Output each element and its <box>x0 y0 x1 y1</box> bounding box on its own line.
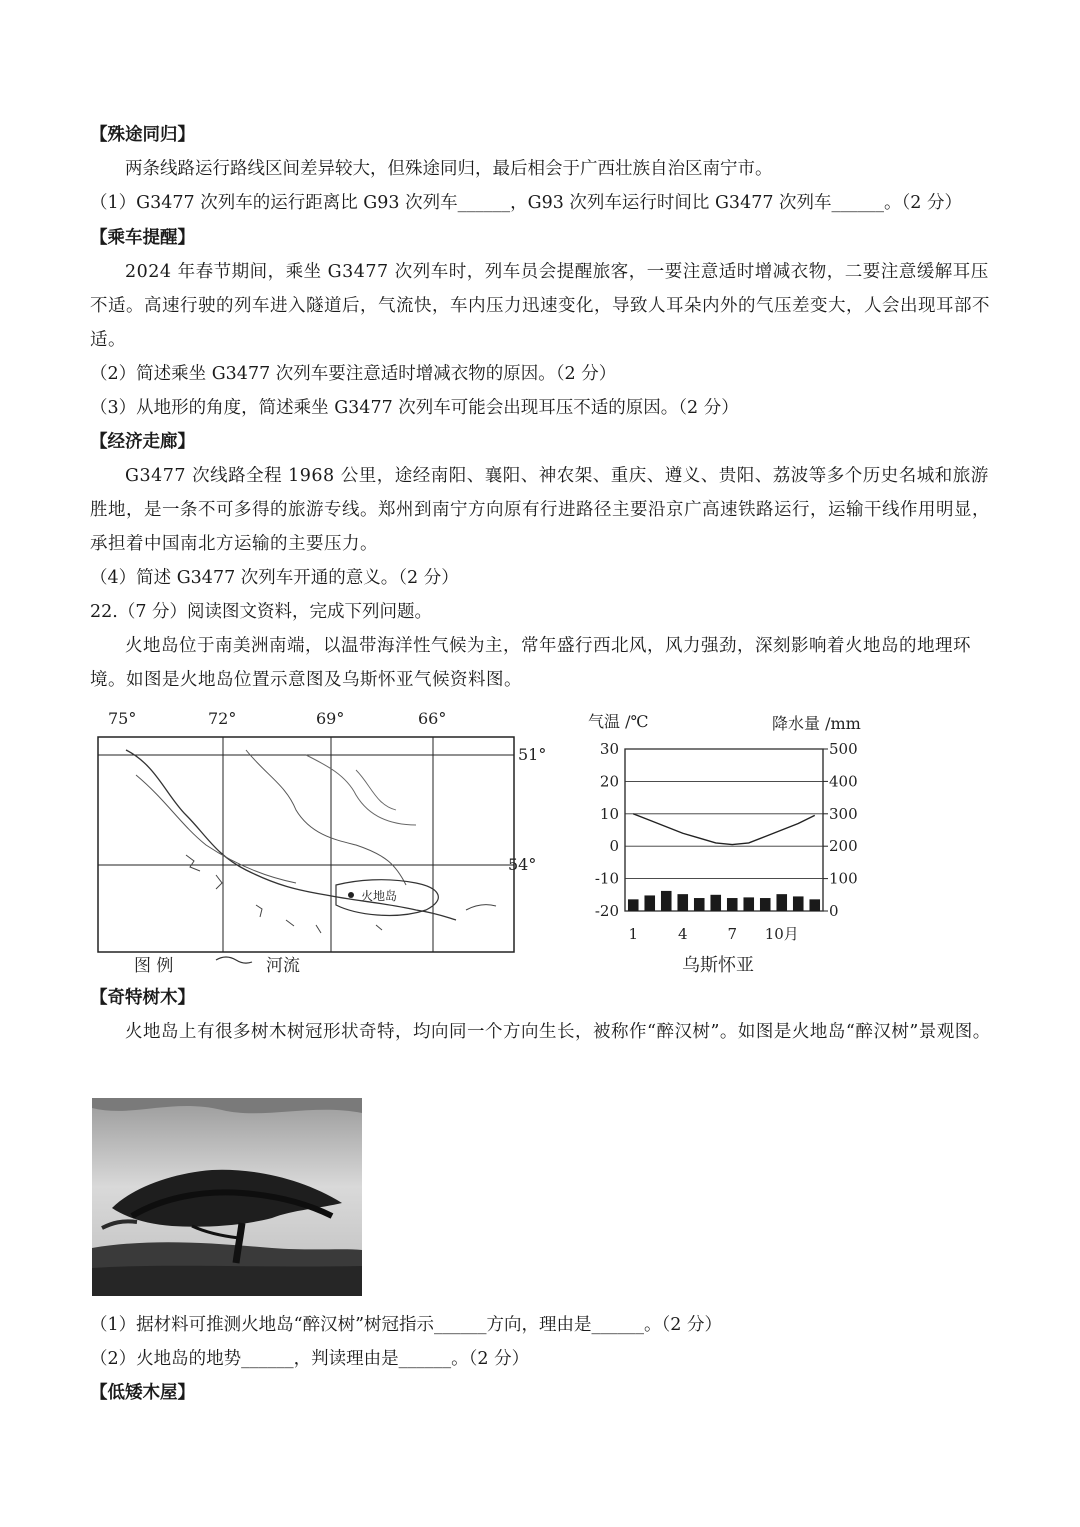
precip-bar <box>694 898 705 911</box>
heading-trees: 【奇特树木】 <box>90 988 195 1008</box>
heading-cabin: 【低矮木屋】 <box>90 1383 195 1403</box>
precip-bar <box>760 898 771 911</box>
heading-zhutu: 【殊途同归】 <box>90 125 195 145</box>
precip-bar <box>727 898 738 911</box>
temperature-line <box>633 814 815 845</box>
precip-bar <box>776 894 787 911</box>
y-left-tick-label: -10 <box>594 869 619 888</box>
lat-label-54: 54° <box>508 855 537 874</box>
precip-bar <box>793 896 804 911</box>
question-4: （4）简述 G3477 次列车开通的意义。（2 分） <box>90 568 459 588</box>
y-left-tick-label: 20 <box>599 772 619 791</box>
lon-label-72: 72° <box>208 709 237 728</box>
precip-bar <box>677 894 688 911</box>
y-left-tick-label: 30 <box>599 740 619 758</box>
paragraph-tierra-del-fuego: 火地岛位于南美洲南端，以温带海洋性气候为主，常年盛行西北风，风力强劲，深刻影响着火地岛的地理环境。如图是火地岛位置示意图及乌斯怀亚气候资料图。 <box>90 636 971 690</box>
climate-chart <box>580 705 880 980</box>
x-tick-label: 7 <box>727 925 738 943</box>
tree-photo-svg <box>92 1098 362 1296</box>
question-22-1: （1）据材料可推测火地岛“醉汉树”树冠指示______方向，理由是______。（2 分） <box>90 1315 722 1335</box>
y-right-tick-label: 300 <box>829 804 858 823</box>
precip-bar <box>628 899 639 911</box>
question-22: 22.（7 分）阅读图文资料，完成下列问题。 <box>90 602 433 622</box>
y-right-tick-label: 0 <box>829 902 839 920</box>
drunk-tree-photo <box>92 1098 362 1296</box>
precip-bar <box>809 899 820 911</box>
y-right-tick-label: 400 <box>829 772 858 791</box>
y-right-tick-label: 200 <box>829 837 858 856</box>
question-3: （3）从地形的角度，简述乘坐 G3477 次列车可能会出现耳压不适的原因。（2 分） <box>90 398 739 418</box>
precip-bar <box>743 897 754 911</box>
paragraph-route: 两条线路运行路线区间差异较大，但殊途同归，最后相会于广西壮族自治区南宁市。 <box>125 159 773 179</box>
island-label: 火地岛 <box>361 889 398 903</box>
lon-label-75: 75° <box>108 709 137 728</box>
legend-title: 图 例 <box>134 956 174 976</box>
heading-corridor: 【经济走廊】 <box>90 432 195 452</box>
precip-bar <box>661 891 672 911</box>
chart-title: 乌斯怀亚 <box>682 955 754 976</box>
lon-label-69: 69° <box>316 709 345 728</box>
y-left-tick-label: 10 <box>599 804 619 823</box>
x-tick-label: 10月 <box>764 925 799 943</box>
question-1: （1）G3477 次列车的运行距离比 G93 次列车______，G93 次列车运行时间比 G3477 次列车______。（2 分） <box>90 193 962 213</box>
x-tick-label: 1 <box>628 925 639 943</box>
heading-reminder: 【乘车提醒】 <box>90 228 195 248</box>
question-2: （2）简述乘坐 G3477 次列车要注意适时增减衣物的原因。（2 分） <box>90 364 617 384</box>
precip-bar <box>644 895 655 911</box>
lon-label-66: 66° <box>418 709 447 728</box>
precip-bar <box>710 895 721 911</box>
legend-river-label: 河流 <box>266 956 300 976</box>
location-map <box>96 705 547 980</box>
paragraph-trees: 火地岛上有很多树木树冠形状奇特，均向同一个方向生长，被称作“醉汉树”。如图是火地岛“醉汉树”景观图。 <box>125 1022 991 1042</box>
paragraph-reminder: 2024 年春节期间，乘坐 G3477 次列车时，列车员会提醒旅客，一要注意适时增减衣物，二要注意缓解耳压不适。高速行驶的列车进入隧道后，气流快，车内压力迅速变化，导致人耳朵内外的气压差变大，人会出现耳部不适。 <box>90 262 990 350</box>
y-right-tick-label: 100 <box>829 869 858 888</box>
climate-chart-svg <box>580 705 880 980</box>
paragraph-corridor: G3477 次线路全程 1968 公里，途经南阳、襄阳、神农架、重庆、遵义、贵阳、荔波等多个历史名城和旅游胜地，是一条不可多得的旅游专线。郑州到南宁方向原有行进路径主要沿京广高速铁路运行，运输干线作用明显，承担着中国南北方运输的主要压力。 <box>90 466 990 554</box>
question-22-2: （2）火地岛的地势______，判读理由是______。（2 分） <box>90 1349 530 1369</box>
y-right-axis-label: 降水量 /mm <box>772 714 861 733</box>
y-left-tick-label: -20 <box>594 902 619 920</box>
plot-frame <box>625 749 823 911</box>
y-right-tick-label: 500 <box>829 740 858 758</box>
map-svg <box>96 705 536 980</box>
lat-label-51: 51° <box>518 745 547 764</box>
y-left-tick-label: 0 <box>609 837 619 856</box>
y-left-axis-label: 气温 /℃ <box>588 712 649 731</box>
x-tick-label: 4 <box>677 925 688 943</box>
